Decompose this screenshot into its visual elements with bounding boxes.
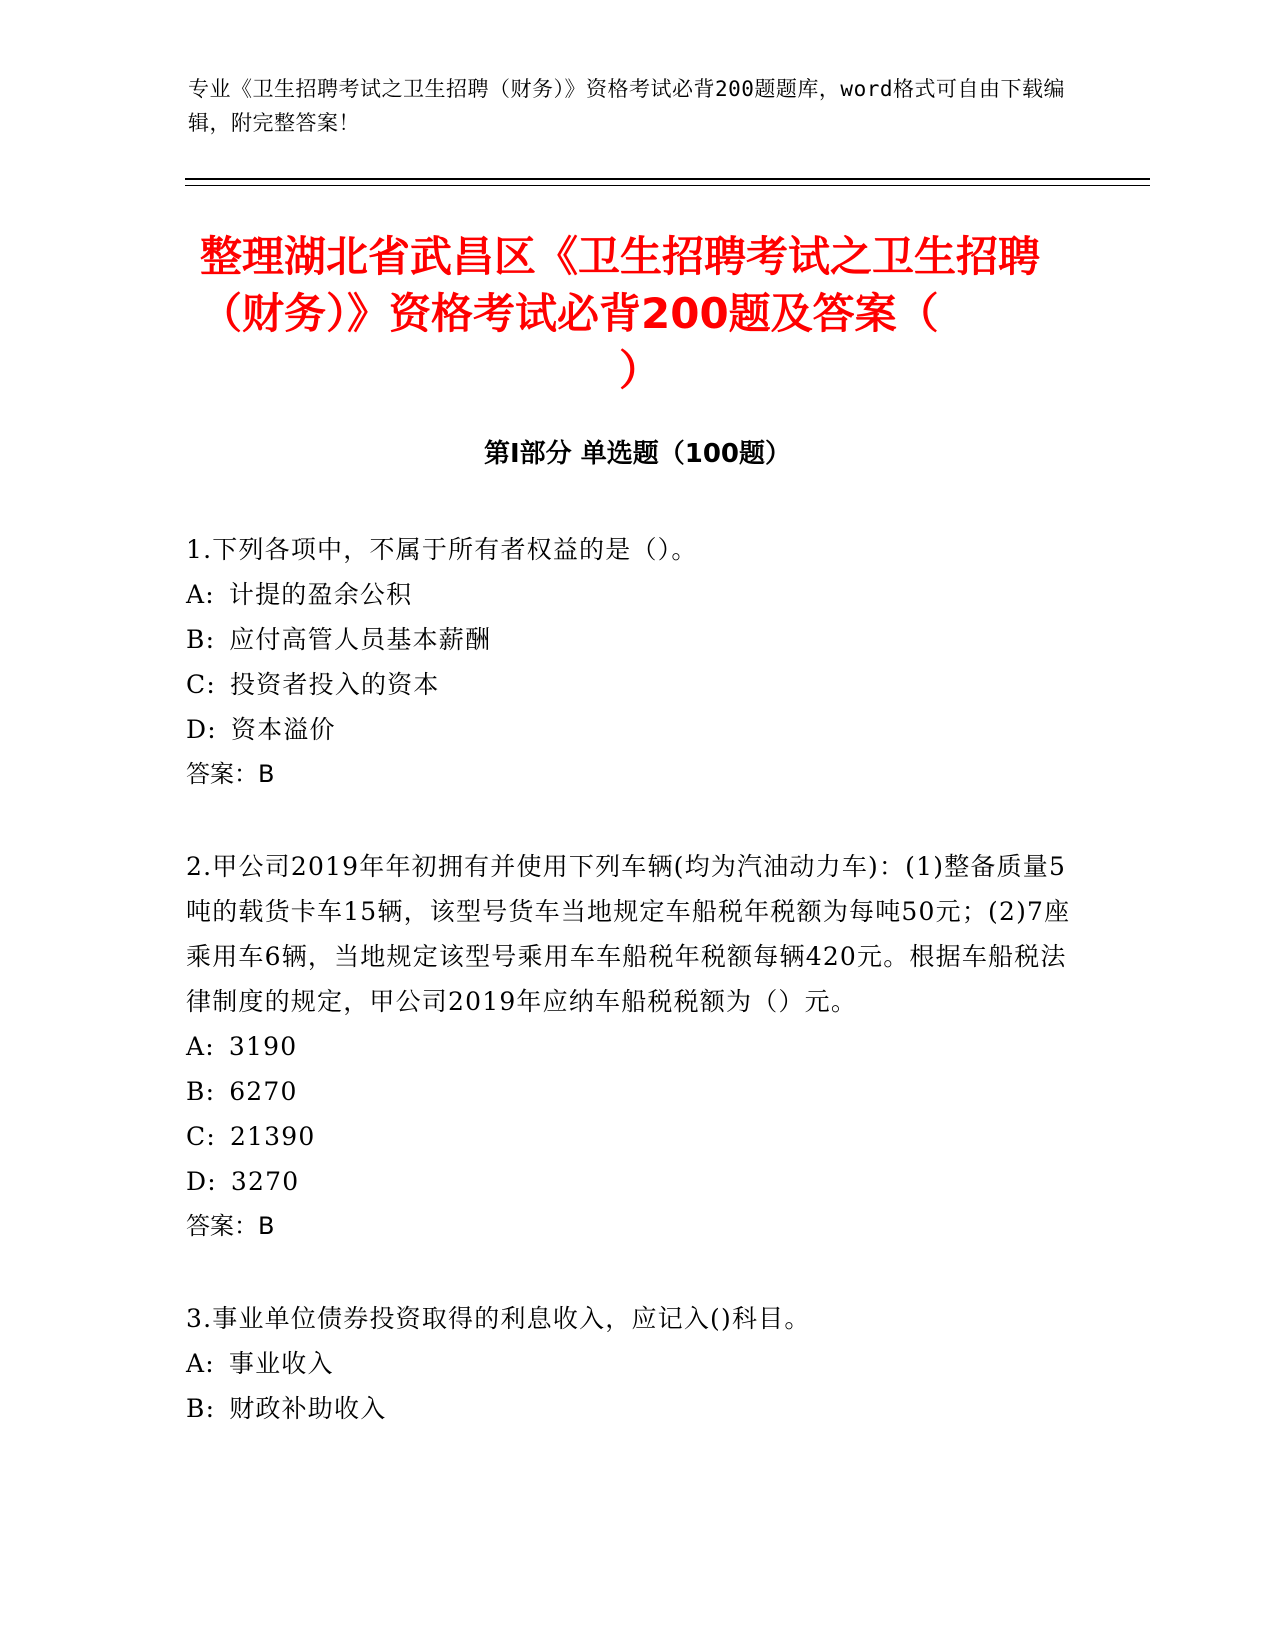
option-key: A:	[186, 1349, 215, 1378]
option-text: 3190	[228, 1032, 298, 1061]
option-a	[186, 1024, 1071, 1069]
option-key: B:	[186, 1394, 216, 1423]
question-list	[186, 527, 1071, 1478]
header-divider-thin	[185, 185, 1150, 186]
answer-line: 答案：B	[186, 760, 275, 788]
option-a	[186, 1341, 1071, 1386]
section-heading: 第I部分 单选题（100题）	[484, 439, 791, 469]
document-title-main: 整理湖北省武昌区《卫生招聘考试之卫生招聘（财务）》资格考试必背200题及答案（	[200, 232, 1041, 338]
option-key: D:	[186, 715, 217, 744]
option-b	[186, 1069, 1071, 1114]
option-key: B:	[186, 1077, 216, 1106]
option-text: 资本溢价	[230, 715, 336, 744]
question-1	[186, 527, 1071, 797]
option-d	[186, 707, 1071, 752]
header-divider-thick	[185, 178, 1150, 180]
question-stem: 3.事业单位债券投资取得的利息收入，应记入()科目。	[186, 1304, 811, 1333]
option-key: D:	[186, 1167, 217, 1196]
document-title	[200, 228, 1080, 399]
option-text: 事业收入	[228, 1349, 334, 1378]
option-key: A:	[186, 1032, 215, 1061]
option-key: B:	[186, 625, 216, 654]
option-c	[186, 662, 1071, 707]
option-b	[186, 617, 1071, 662]
option-key: C:	[186, 1122, 216, 1151]
option-text: 6270	[229, 1077, 298, 1106]
option-a	[186, 572, 1071, 617]
question-stem: 2.甲公司2019年年初拥有并使用下列车辆(均为汽油动力车)：(1)整备质量5吨的载货卡车15辆，该型号货车当地规定车船税年税额为每吨50元；(2)7座乘用车6辆，当地规定该型号乘用车车船税年税额每辆420元。根据车船税法律制度的规定，甲公司2019年应纳车船税税额为（）元。	[186, 852, 1071, 1016]
option-text: 计提的盈余公积	[228, 580, 413, 609]
option-text: 投资者投入的资本	[229, 670, 440, 699]
option-text: 财政补助收入	[229, 1394, 387, 1423]
option-text: 21390	[229, 1122, 316, 1151]
option-c	[186, 1114, 1071, 1159]
option-key: A:	[186, 580, 215, 609]
header-note: 专业《卫生招聘考试之卫生招聘（财务）》资格考试必背200题题库，word格式可自由下载编辑，附完整答案！	[188, 77, 1065, 135]
option-text: 应付高管人员基本薪酬	[229, 625, 492, 654]
question-stem: 1.下列各项中，不属于所有者权益的是（）。	[186, 535, 698, 564]
question-2	[186, 844, 1071, 1249]
question-3	[186, 1296, 1071, 1431]
option-key: C:	[186, 670, 216, 699]
option-text: 3270	[230, 1167, 300, 1196]
document-title-tail: ）	[618, 346, 661, 395]
option-d	[186, 1159, 1071, 1204]
answer-line: 答案：B	[186, 1212, 275, 1240]
option-b	[186, 1386, 1071, 1431]
